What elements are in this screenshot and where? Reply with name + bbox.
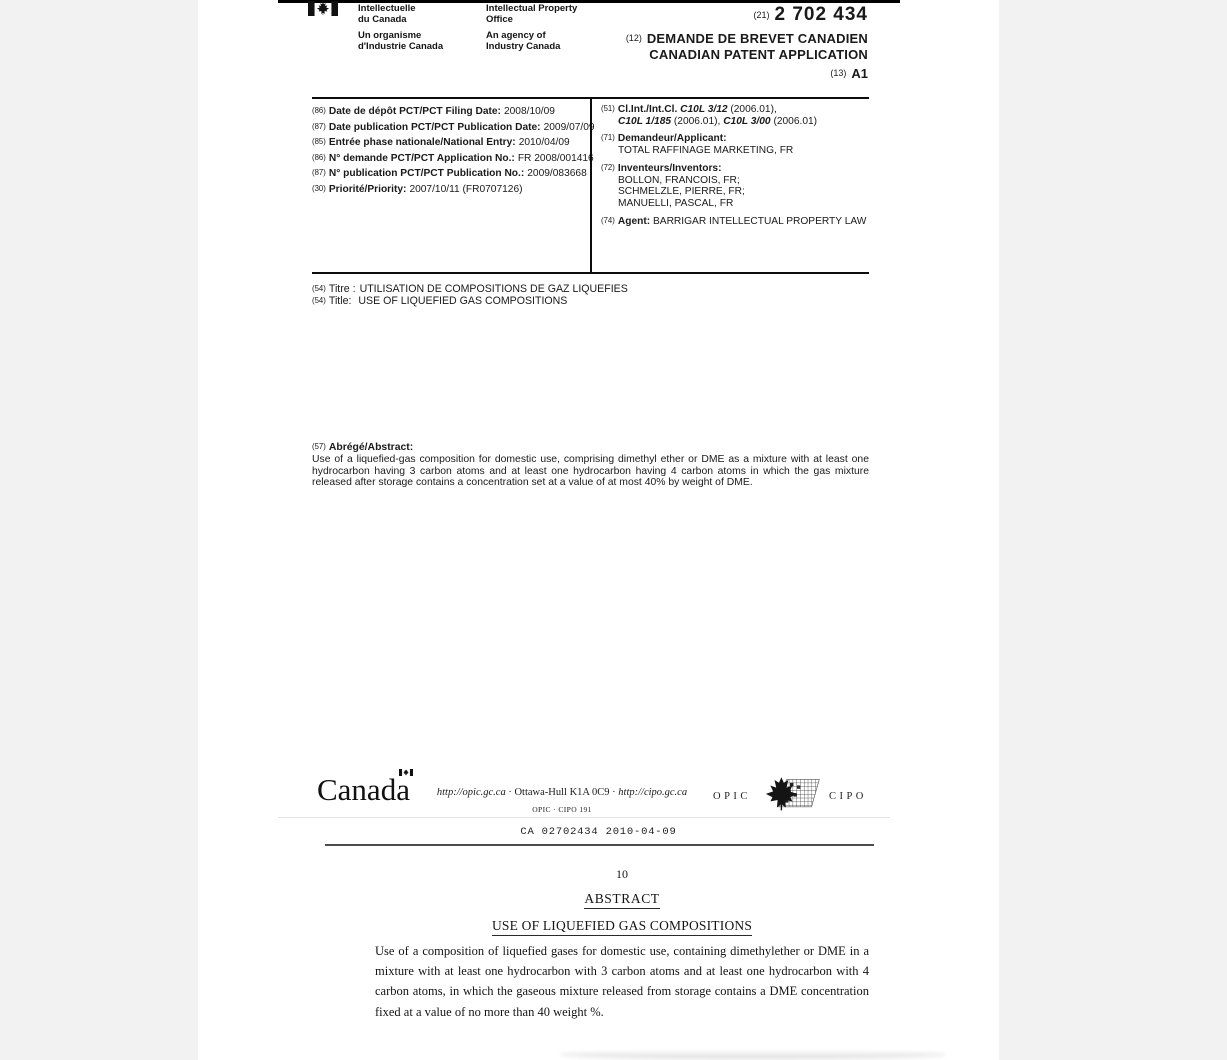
stamp-rule — [325, 844, 874, 846]
field-pct-publication-date: (87) Date publication PCT/PCT Publication Date: 2009/07/09 — [312, 121, 595, 133]
patent-document-page — [198, 0, 999, 1060]
field-pct-filing-date: (86) Date de dépôt PCT/PCT Filing Date: 2008/10/09 — [312, 106, 555, 117]
field-agent: (74) Agent: BARRIGAR INTELLECTUAL PROPERTY LAW — [601, 215, 867, 227]
agency-fr-line: d'Industrie Canada — [358, 41, 444, 52]
field-priority: (30) Priorité/Priority: 2007/10/11 (FR0707126) — [312, 183, 523, 195]
canada-flag-icon — [307, 1, 339, 16]
field-pct-publication-no: (87) N° publication PCT/PCT Publication No.: 2009/083668 — [312, 168, 587, 180]
cipo-url: http://cipo.gc.ca — [618, 787, 688, 798]
field-applicant: (71) Demandeur/Applicant: TOTAL RAFFINAGE MARKETING, FR — [601, 133, 794, 157]
window-edge-shadow — [560, 1050, 946, 1059]
opic-label: OPIC — [713, 790, 751, 802]
document-type-en: CANADIAN PATENT APPLICATION — [649, 47, 868, 62]
footer-address-line: http://opic.gc.ca · Ottawa-Hull K1A 0C9 · http://cipo.gc.ca — [436, 787, 688, 798]
postal-address: Ottawa-Hull K1A 0C9 — [514, 787, 610, 798]
field-int-classification: (51) Cl.Int./Int.Cl. C10L 3/12 (2006.01), C10L 1/185 (2006.01), C10L 3/00 (2006.01) — [601, 104, 818, 127]
inid-13: (13) — [830, 68, 847, 78]
agency-fr-line: Un organisme — [358, 30, 422, 41]
canada-flag-icon — [399, 769, 413, 776]
invention-title: USE OF LIQUEFIED GAS COMPOSITIONS — [375, 918, 869, 936]
document-stamp: CA 02702434 2010-04-09 — [520, 826, 677, 838]
office-name-french — [358, 3, 443, 52]
canada-wordmark: Canada — [317, 772, 410, 808]
abstract-section — [312, 442, 869, 488]
abstract-label: (57) Abrégé/Abstract: — [312, 442, 414, 453]
agency-en-line: Industry Canada — [486, 41, 561, 52]
title-section — [312, 284, 628, 307]
bibliographic-table — [312, 97, 869, 274]
office-fr-line: du Canada — [358, 14, 407, 25]
biblio-right-column — [590, 99, 869, 272]
opic-url: http://opic.gc.ca — [436, 787, 506, 798]
footer-doc-code: OPIC · CIPO 191 — [532, 805, 592, 814]
publication-header — [468, 3, 868, 81]
opic-cipo-logo — [713, 778, 867, 814]
publication-number: (21) 2 702 434 — [753, 4, 868, 25]
inventor-line: SCHMELZLE, PIERRE, FR; — [618, 186, 745, 198]
footer-address — [430, 786, 694, 816]
agency-en-line: An agency of — [486, 30, 546, 41]
document-type-fr: (12) DEMANDE DE BREVET CANADIEN — [625, 31, 868, 46]
field-inventors: (72) Inventeurs/Inventors: BOLLON, FRANCOIS, FR; SCHMELZLE, PIERRE, FR; MANUELLI, PASCAL, FR — [601, 163, 869, 210]
inventor-line: BOLLON, FRANCOIS, FR; — [618, 174, 740, 186]
office-en-line: Office — [486, 14, 513, 25]
inventor-line: MANUELLI, PASCAL, FR — [618, 197, 734, 209]
page-number: 10 — [616, 867, 628, 881]
field-national-entry: (85) Entrée phase nationale/National Entry: 2010/04/09 — [312, 137, 570, 149]
office-en-line: Intellectual Property — [486, 3, 578, 14]
inid-21: (21) — [753, 10, 770, 20]
abstract-body-text: Use of a composition of liquefied gases for domestic use, containing dimethylether or DME in a mixture with at least one hydrocarbon with 3 carbon atoms and at least one hydrocarbon with 4 carbon atoms, in which the gaseous mixture released from storage contains a DME concentration fixed at a value of no more than 40 weight %. — [375, 944, 869, 1019]
office-fr-line: Intellectuelle — [358, 3, 416, 14]
inid-12: (12) — [625, 33, 642, 43]
kind-code: (13) A1 — [830, 66, 868, 81]
cipo-label: CIPO — [828, 790, 867, 802]
title-english: (54) Title: USE OF LIQUEFIED GAS COMPOSITIONS — [312, 294, 568, 307]
field-pct-application-no: (86) N° demande PCT/PCT Application No.: FR 2008/001416 — [312, 152, 594, 164]
page-separator-line — [278, 817, 890, 818]
biblio-left-column — [312, 99, 595, 272]
maple-leaf-icon — [759, 774, 821, 814]
title-french: (54) Titre : UTILISATION DE COMPOSITIONS DE GAZ LIQUEFIES — [312, 283, 628, 295]
abstract-text: Use of a liquefied-gas composition for domestic use, comprising dimethyl ether or DME as a mixture with at least one hydrocarbon having 3 carbon atoms and at least one hydrocarbon having 4 carbon atoms in which the gas mixture released after storage contains a concentration set at a value of at most 40% by weight of DME. — [312, 454, 869, 488]
abstract-heading: ABSTRACT — [375, 891, 869, 909]
